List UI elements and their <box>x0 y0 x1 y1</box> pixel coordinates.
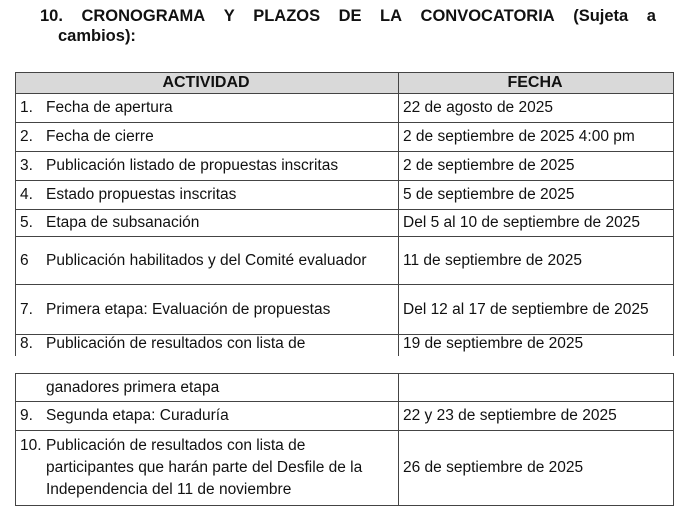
section-title-line2: cambios): <box>58 27 136 45</box>
header-activity: ACTIVIDAD <box>16 73 399 94</box>
table-row <box>16 123 674 152</box>
title-word: DE <box>338 7 362 25</box>
activity-cell <box>16 285 399 335</box>
activity-text: Etapa de subsanación <box>46 214 200 231</box>
table-row <box>16 431 674 506</box>
row-number: 5. <box>20 214 33 231</box>
date-cell: 2 de septiembre de 2025 4:00 pm <box>399 123 674 152</box>
title-word: PLAZOS <box>253 7 321 25</box>
date-cell <box>399 374 674 402</box>
activity-text: Estado propuestas inscritas <box>46 186 237 203</box>
section-heading <box>40 6 656 46</box>
row-number: 4. <box>20 186 33 203</box>
activity-text: Fecha de apertura <box>46 99 173 116</box>
activity-cell <box>16 237 399 285</box>
title-word: a <box>646 7 656 25</box>
table-row <box>16 402 674 431</box>
row-number: 3. <box>20 157 33 174</box>
title-word: (Sujeta <box>573 7 629 25</box>
table-row <box>16 335 674 357</box>
section-number: 10. <box>40 7 63 25</box>
title-word: CRONOGRAMA <box>81 7 206 25</box>
activity-cell <box>16 431 399 506</box>
activity-cell <box>16 402 399 431</box>
row-number: 7. <box>20 300 33 318</box>
activity-text: Fecha de cierre <box>46 128 154 145</box>
activity-text: Publicación de resultados con lista de <box>46 335 306 352</box>
title-word: CONVOCATORIA <box>420 7 555 25</box>
activity-cell <box>16 152 399 181</box>
activity-cell <box>16 335 399 357</box>
date-cell: 2 de septiembre de 2025 <box>399 152 674 181</box>
row-number <box>20 379 46 397</box>
activity-text: Publicación habilitados y del Comité evaluador <box>46 251 367 269</box>
table-row <box>16 181 674 210</box>
row-number: 1. <box>20 99 33 116</box>
date-cell: 22 de agosto de 2025 <box>399 94 674 123</box>
schedule-table <box>15 72 674 356</box>
table-header-row <box>16 73 674 94</box>
activity-text: Publicación listado de propuestas inscritas <box>46 157 339 174</box>
row-number: 9. <box>20 407 33 424</box>
date-cell: 5 de septiembre de 2025 <box>399 181 674 210</box>
table-row <box>16 210 674 237</box>
activity-cell <box>16 374 399 402</box>
activity-cell <box>16 181 399 210</box>
section-title-line1 <box>40 6 656 26</box>
activity-cell <box>16 123 399 152</box>
row-number: 10. <box>20 437 42 454</box>
activity-text: Segunda etapa: Curaduría <box>46 407 229 424</box>
table-row <box>16 285 674 335</box>
schedule-table-continued <box>15 373 674 506</box>
date-cell: 19 de septiembre de 2025 <box>399 335 674 357</box>
date-cell: 11 de septiembre de 2025 <box>399 237 674 285</box>
activity-text: Primera etapa: Evaluación de propuestas <box>46 300 331 318</box>
date-cell: Del 12 al 17 de septiembre de 2025 <box>399 285 674 335</box>
row-number: 6 <box>20 251 29 269</box>
row-number: 8. <box>20 335 33 352</box>
date-cell: Del 5 al 10 de septiembre de 2025 <box>399 210 674 237</box>
title-word: Y <box>223 7 235 25</box>
table-row <box>16 374 674 402</box>
activity-text: ganadores primera etapa <box>46 378 220 396</box>
title-word: LA <box>380 7 403 25</box>
table-row <box>16 152 674 181</box>
date-cell: 26 de septiembre de 2025 <box>399 431 674 506</box>
table-row <box>16 237 674 285</box>
activity-text: Publicación de resultados con lista de participantes que harán parte del Desfile de la Independencia del 11 de noviembre <box>46 437 363 498</box>
activity-cell <box>16 94 399 123</box>
activity-cell <box>16 210 399 237</box>
header-date: FECHA <box>399 73 674 94</box>
date-cell: 22 y 23 de septiembre de 2025 <box>399 402 674 431</box>
table-row <box>16 94 674 123</box>
row-number: 2. <box>20 128 33 145</box>
